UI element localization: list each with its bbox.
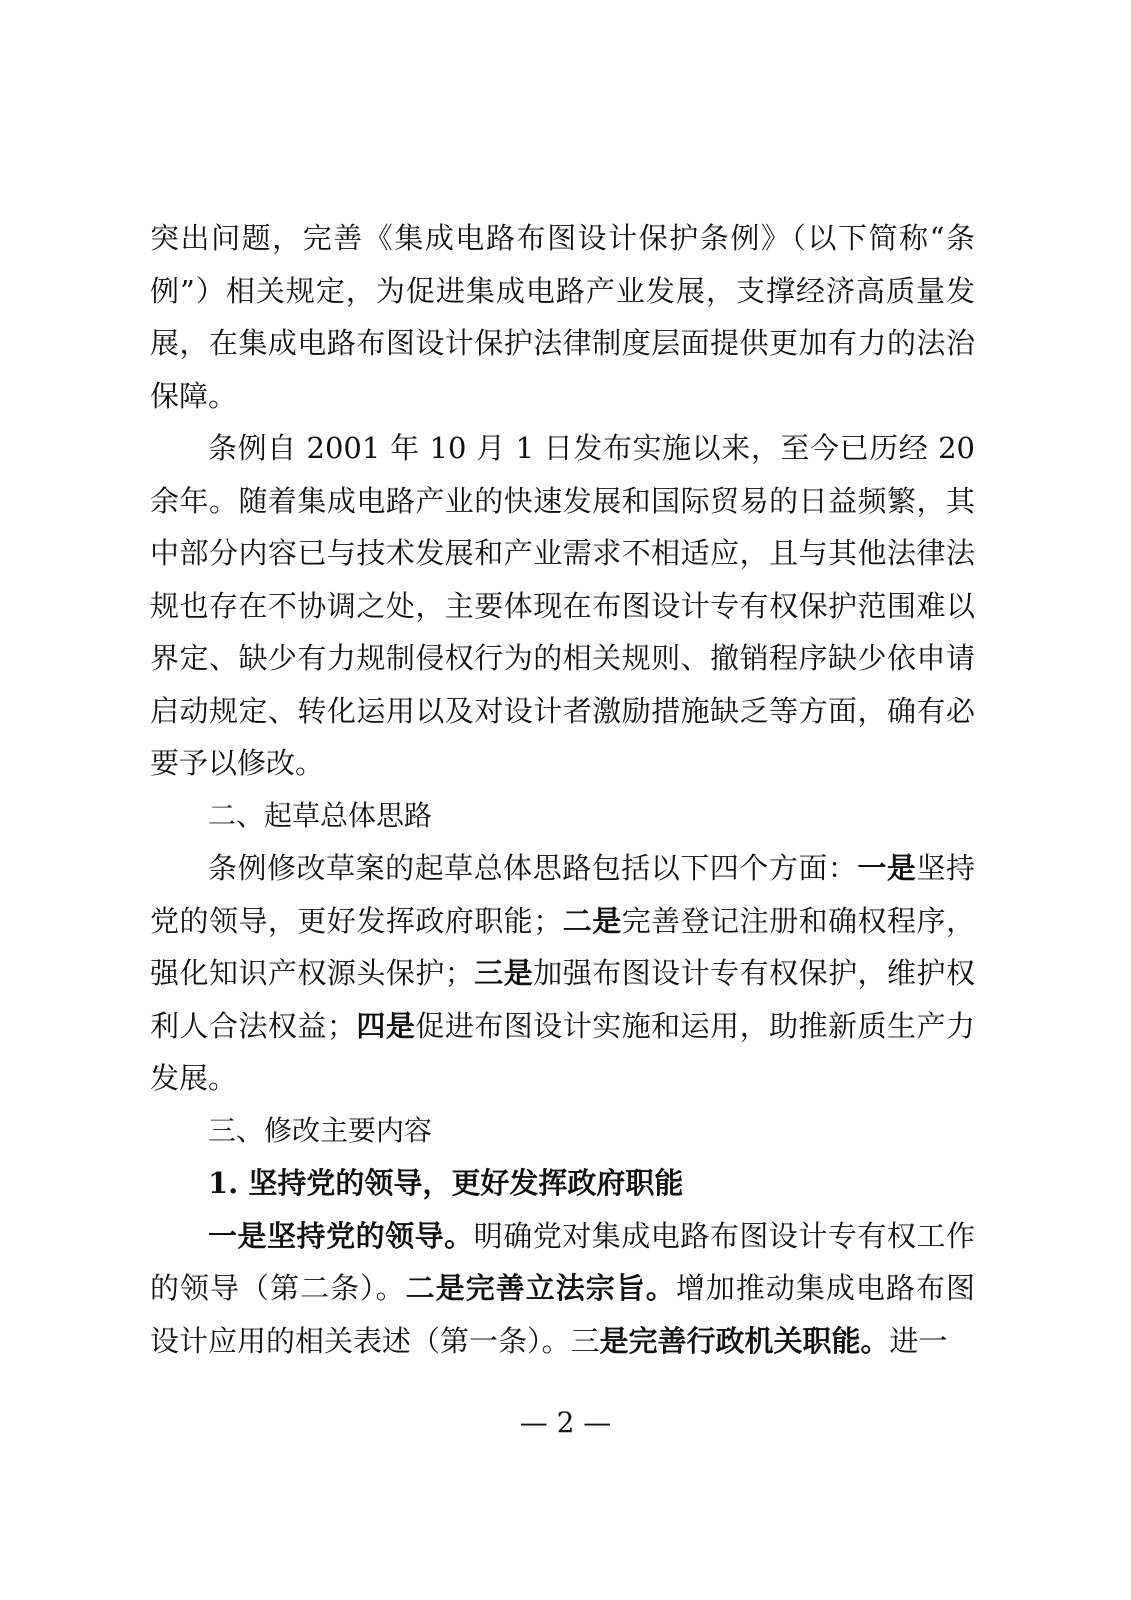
bold-run: 二是 [562, 903, 622, 938]
bold-run: 一是坚持党的领导。 [208, 1218, 474, 1253]
text-run: 增加推动集成电路布图设计应用的相关表述（第一条）。三 [150, 1271, 975, 1358]
bold-run: 三是 [473, 956, 534, 990]
text-run: 加强布图设计专有权保护，维护权利人合法权益； [150, 956, 975, 1043]
bold-run: 是完善行政机关职能。 [599, 1323, 890, 1358]
bold-run: 四是 [355, 1008, 416, 1043]
document-body [150, 212, 975, 1367]
text-run: 明确党对集成电路布图设计专有权工作的领导（第二条）。 [150, 1218, 975, 1305]
paragraph-continued: 突出问题，完善《集成电路布图设计保护条例》（以下简称“条例”）相关规定，为促进集成电路产业发展，支撑经济高质量发展，在集成电路布图设计保护法律制度层面提供更加有力的法治保障。 [150, 221, 975, 413]
page-number: — 2 — [519, 1406, 612, 1439]
bold-run: 二是完善立法宗旨。 [405, 1271, 676, 1305]
paragraph-drafting-approach [150, 842, 975, 1105]
subsection-heading-party-leadership: 1. 坚持党的领导，更好发挥政府职能 [208, 1166, 684, 1200]
paragraph-party-leadership [150, 1210, 975, 1368]
paragraph-background: 条例自 2001 年 10 月 1 日发布实施以来，至今已历经 20 余年。随着集成电路产业的快速发展和国际贸易的日益频繁，其中部分内容已与技术发展和产业需求不相适应，且与其他法律法规也存在不协调之处，主要体现在布图设计专有权保护范围难以界定、缺少有力规制侵权行为的相关规则、撤销程序缺少依申请启动规定、转化运用以及对设计者激励措施缺乏等方面，确有必要予以修改。 [150, 431, 975, 780]
section-heading-main-changes: 三、修改主要内容 [208, 1113, 433, 1147]
text-run: 坚持党的领导，更好发挥政府职能； [150, 851, 975, 938]
text-run: 完善登记注册和确权程序，强化知识产权源头保护； [150, 903, 975, 990]
text-run: 促进布图设计实施和运用，助推新质生产力发展。 [150, 1008, 975, 1095]
text-run: 进一 [889, 1323, 948, 1358]
bold-run: 一是 [857, 851, 917, 885]
text-run: 条例修改草案的起草总体思路包括以下四个方面： [208, 851, 858, 885]
section-heading-drafting-approach: 二、起草总体思路 [208, 798, 433, 832]
